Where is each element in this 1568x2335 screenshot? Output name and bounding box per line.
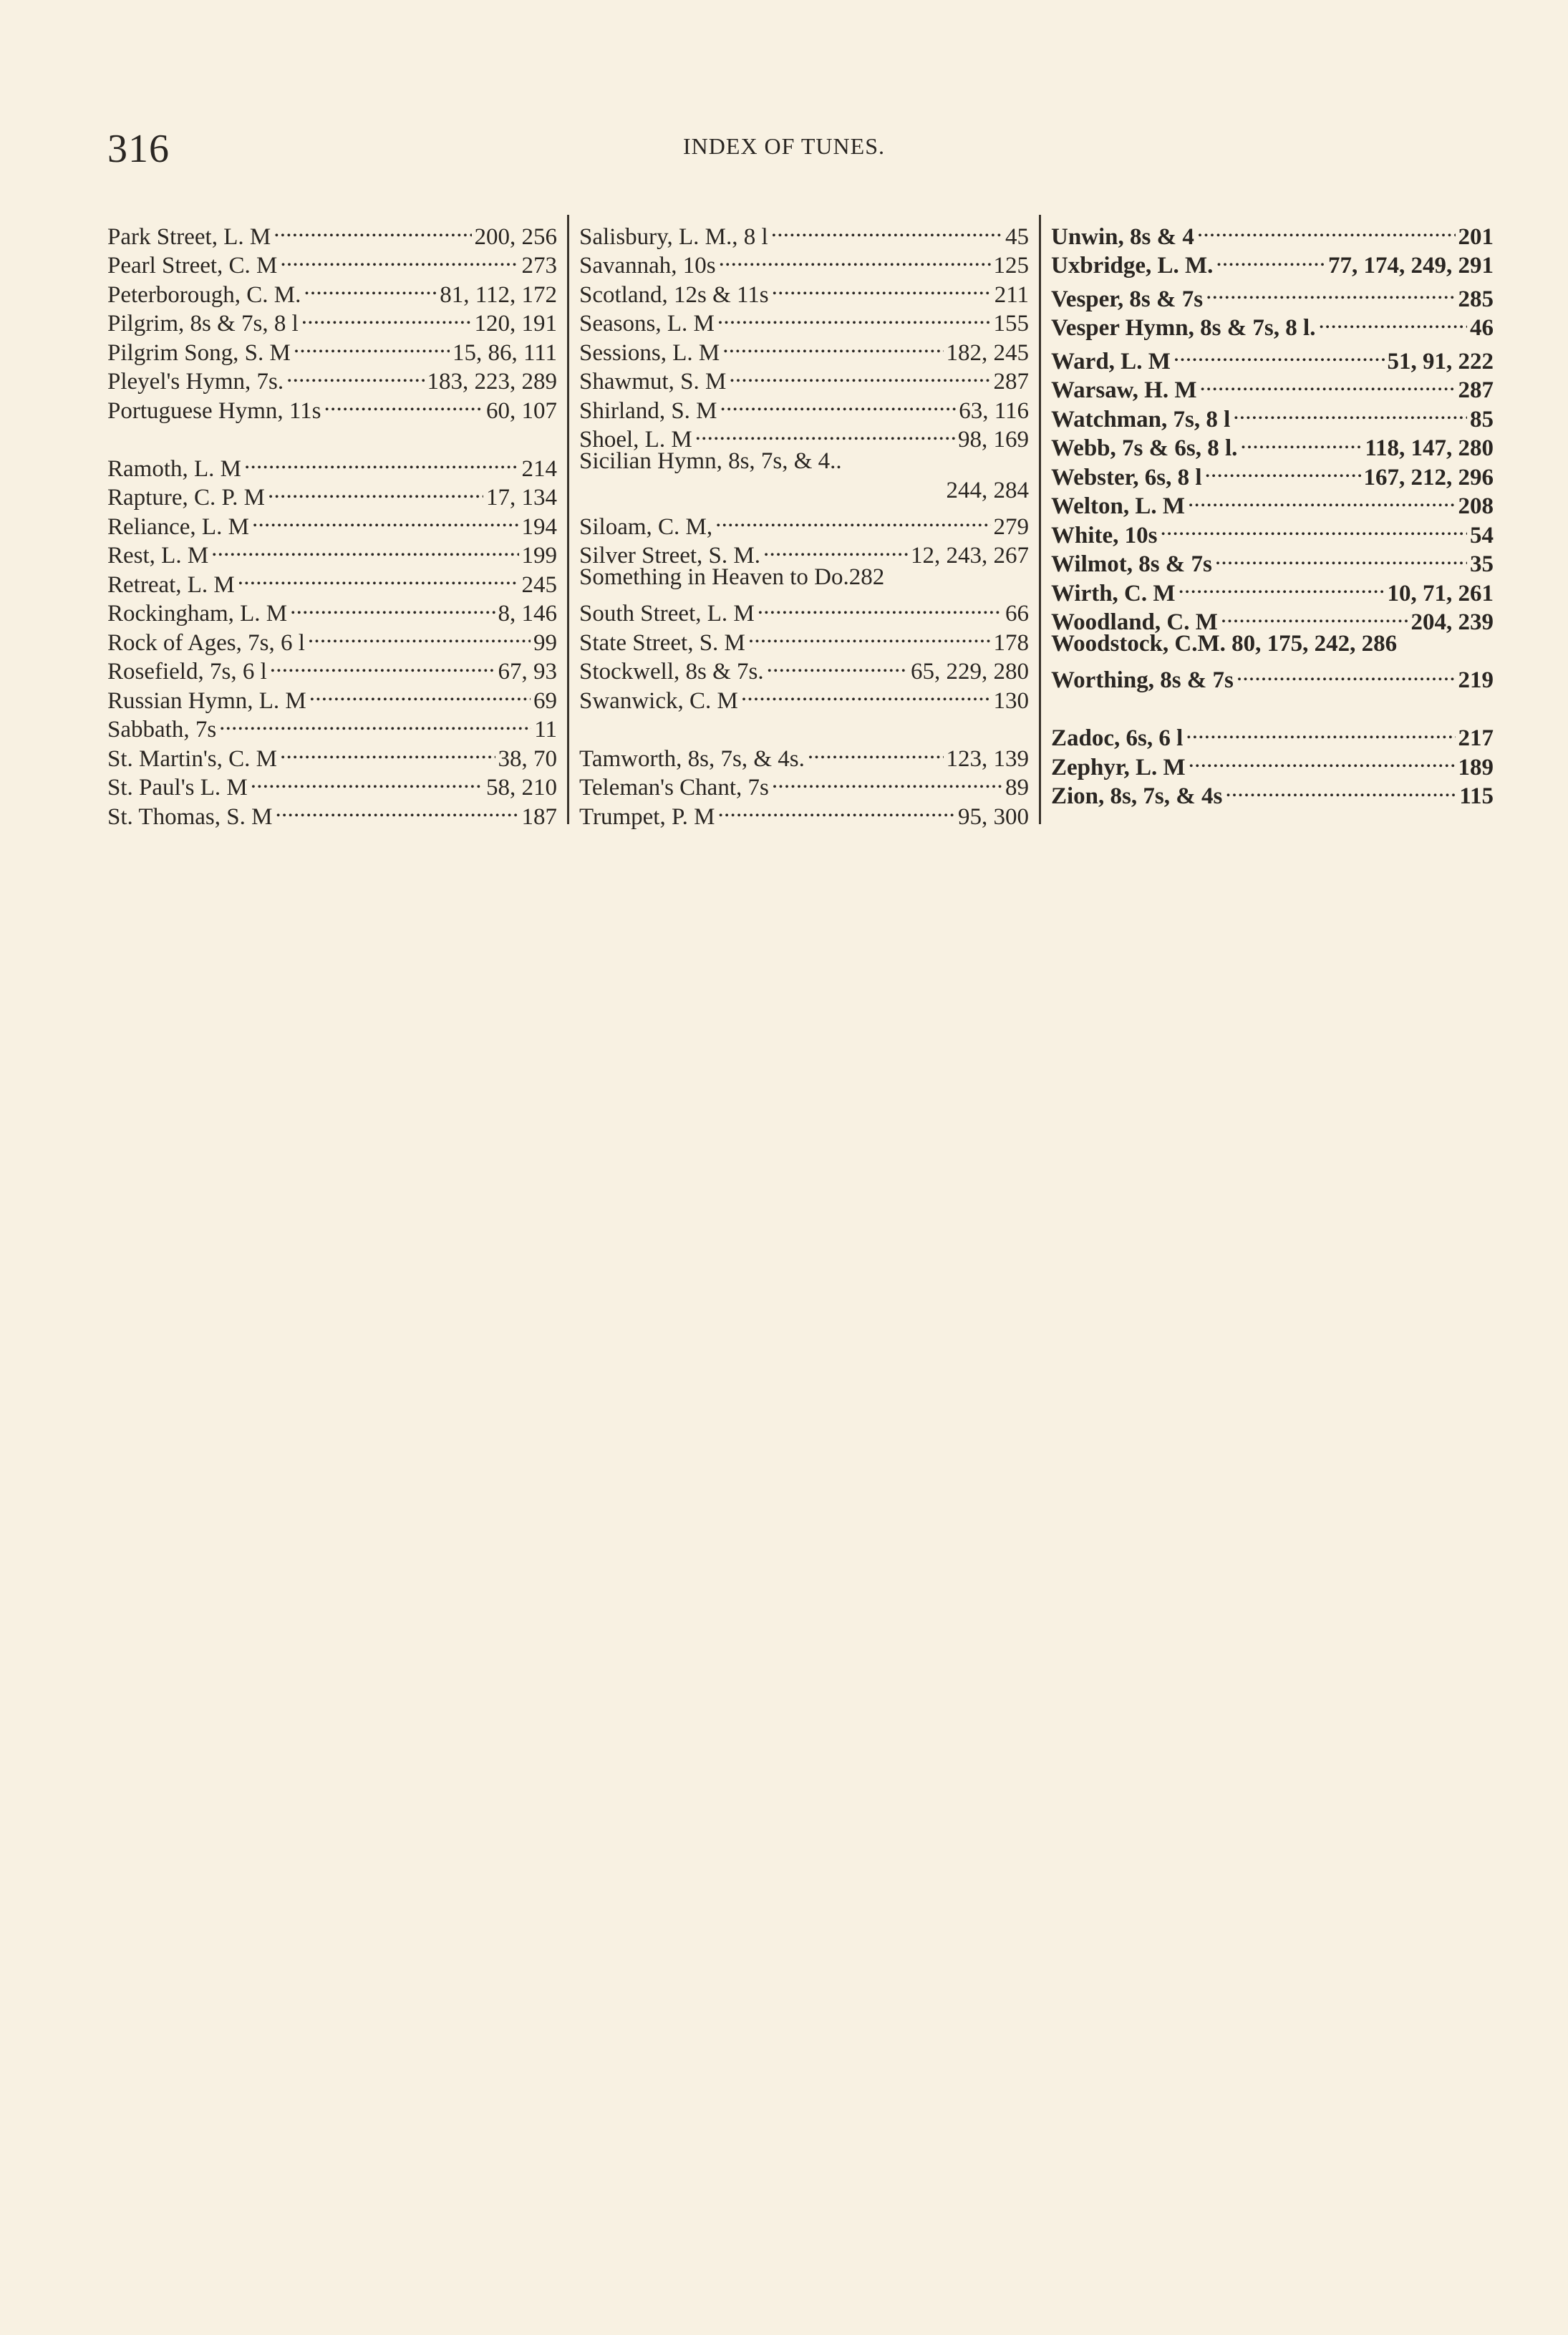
dot-leader [720, 389, 957, 418]
page-refs: 51, 91, 222 [1387, 348, 1494, 374]
dot-leader [717, 302, 991, 332]
dot-leader [772, 273, 992, 302]
dot-leader [280, 244, 518, 274]
tune-name: St. Paul's L. M [107, 775, 248, 801]
page-refs: 8, 146 [498, 601, 557, 627]
dot-leader [1240, 427, 1362, 456]
tune-name: St. Martin's, C. M [107, 745, 277, 772]
index-entry [1051, 659, 1494, 693]
index-entry [579, 592, 1029, 627]
tune-name: Webb, 7s & 6s, 8 l. [1051, 435, 1238, 461]
dot-leader [252, 505, 519, 534]
tune-name: Vesper, 8s & 7s [1051, 286, 1204, 312]
tune-name: Shawmut, S. M [579, 369, 727, 395]
tune-name: Rapture, C. P. M [107, 485, 266, 511]
dot-leader [1225, 775, 1456, 804]
page-refs: 245 [521, 571, 557, 598]
dot-leader [244, 447, 519, 476]
dot-leader [286, 360, 424, 390]
tune-name: Silver Street, S. M. [579, 543, 760, 569]
page-refs: 182, 245 [946, 339, 1029, 366]
page-refs: 123, 139 [946, 745, 1029, 772]
tune-name: Shirland, S. M [579, 397, 717, 424]
page-refs: 67, 93 [498, 659, 557, 685]
running-head: INDEX OF TUNES. [683, 133, 885, 159]
dot-leader [1189, 745, 1456, 775]
tune-name: Sessions, L. M [579, 339, 720, 366]
index-entry [1051, 339, 1494, 374]
index-entry [107, 447, 557, 482]
dot-leader [211, 534, 518, 564]
index-entry [579, 505, 1029, 540]
page-refs: 95, 300 [958, 803, 1029, 830]
dot-leader [324, 389, 483, 418]
tune-name: Tamworth, 8s, 7s, & 4s. [579, 745, 805, 772]
dot-leader [1188, 485, 1456, 514]
tune-name: Shoel, L. M [579, 427, 692, 453]
page-refs: 89 [1005, 775, 1029, 801]
index-column-2 [569, 215, 1041, 830]
page-refs: 208 [1458, 493, 1494, 519]
dot-leader [270, 650, 495, 680]
dot-leader [1161, 513, 1468, 543]
dot-leader [294, 331, 450, 360]
tune-name: Trumpet, P. M [579, 803, 715, 830]
tune-name: Savannah, 10s [579, 253, 716, 279]
dot-leader [275, 795, 518, 824]
dot-leader [1197, 215, 1456, 244]
page-refs: 46 [1470, 315, 1494, 341]
tune-name: Retreat, L. M [107, 571, 235, 598]
page-refs: 77, 174, 249, 291 [1328, 253, 1494, 279]
tune-name: Rosefield, 7s, 6 l [107, 659, 267, 685]
page-refs: 287 [993, 369, 1029, 395]
tune-name: Zion, 8s, 7s, & 4s [1051, 783, 1223, 809]
page-refs: 120, 191 [474, 311, 557, 337]
tune-name: Sicilian Hymn, 8s, 7s, & 4.. [579, 448, 842, 474]
index-column-3 [1041, 215, 1494, 824]
tune-name: Scotland, 12s & 11s [579, 281, 769, 308]
tune-name: Pilgrim, 8s & 7s, 8 l [107, 311, 299, 337]
dot-leader [1216, 244, 1325, 274]
tune-name: Unwin, 8s & 4 [1051, 223, 1194, 250]
dot-leader [219, 708, 531, 738]
dot-leader [1186, 717, 1455, 746]
tune-name: Wirth, C. M [1051, 580, 1176, 606]
tune-name: Rock of Ages, 7s, 6 l [107, 629, 305, 656]
tune-name: Watchman, 7s, 8 l [1051, 406, 1231, 432]
tune-name: State Street, S. M [579, 629, 745, 656]
page-refs: 81, 112, 172 [440, 281, 557, 308]
dot-leader [280, 737, 495, 766]
dot-leader [718, 795, 955, 824]
dot-leader [741, 679, 991, 708]
page-refs: 189 [1458, 754, 1494, 780]
page-refs: 155 [993, 311, 1029, 337]
tune-name: Sabbath, 7s [107, 717, 217, 743]
page-refs: 200, 256 [474, 223, 557, 250]
dot-leader [715, 505, 990, 534]
dot-leader [290, 592, 495, 622]
dot-leader [301, 302, 472, 332]
tune-name: South Street, L. M [579, 601, 755, 627]
tune-name: Portuguese Hymn, 11s [107, 397, 321, 424]
page-refs: 273 [521, 253, 557, 279]
tune-name: Uxbridge, L. M. [1051, 253, 1214, 279]
page-refs: 65, 229, 280 [911, 659, 1029, 685]
tune-name: Pilgrim Song, S. M [107, 339, 291, 366]
tune-name: Siloam, C. M, [579, 513, 713, 540]
page-refs: 287 [1458, 377, 1494, 403]
page-refs: 99 [533, 629, 557, 656]
tune-name: Russian Hymn, L. M [107, 687, 306, 714]
tune-name: Ward, L. M [1051, 348, 1171, 374]
dot-leader [808, 737, 944, 766]
dot-leader [1233, 397, 1467, 427]
page-refs: 199 [521, 543, 557, 569]
tune-name: Stockwell, 8s & 7s. [579, 659, 764, 685]
index-entry [579, 737, 1029, 772]
dot-leader [1221, 601, 1408, 630]
page-refs: 167, 212, 296 [1363, 464, 1494, 490]
tune-name: Webster, 6s, 8 l [1051, 464, 1202, 490]
dot-leader [1200, 369, 1456, 398]
dot-leader [268, 476, 483, 506]
dot-leader [1318, 306, 1467, 336]
tune-name: Woodland, C. M [1051, 609, 1218, 635]
page-refs: 63, 116 [959, 397, 1029, 424]
page-refs: 285 [1458, 286, 1494, 312]
dot-leader [1173, 339, 1385, 369]
page-refs: 201 [1458, 223, 1494, 250]
dot-leader [238, 563, 519, 592]
dot-leader [251, 766, 483, 796]
dot-leader [772, 766, 1002, 796]
index-entry [579, 215, 1029, 250]
tune-name: White, 10s [1051, 522, 1158, 548]
page-refs: 85 [1470, 406, 1494, 432]
page-refs: 279 [993, 513, 1029, 540]
index-entry [1051, 215, 1494, 250]
tune-name: Pleyel's Hymn, 7s. [107, 369, 284, 395]
page-refs: 118, 147, 280 [1365, 435, 1494, 461]
page-refs: 211 [994, 281, 1029, 308]
tune-name: Rest, L. M [107, 543, 209, 569]
tune-name: Something in Heaven to Do. [579, 564, 849, 590]
index-columns [107, 215, 1494, 830]
page-refs: 60, 107 [486, 397, 557, 424]
tune-name: Zephyr, L. M [1051, 754, 1186, 780]
tune-name: Swanwick, C. M [579, 687, 738, 714]
dot-leader [308, 621, 531, 650]
dot-leader [729, 360, 990, 390]
page-refs: 12, 243, 267 [911, 543, 1029, 569]
tune-name: St. Thomas, S. M [107, 803, 273, 830]
tune-name: Woodstock, C.M. 80, 175, 242, 286 [1051, 631, 1398, 657]
tune-name: Worthing, 8s & 7s [1051, 667, 1234, 693]
page-refs: 66 [1005, 601, 1029, 627]
tune-name: Teleman's Chant, 7s [579, 775, 769, 801]
page-refs: 58, 210 [486, 775, 557, 801]
dot-leader [758, 592, 1002, 622]
tune-name: Pearl Street, C. M [107, 253, 278, 279]
page-refs: 214 [521, 455, 557, 482]
dot-leader [767, 650, 908, 680]
dot-leader [748, 621, 991, 650]
tune-name: Seasons, L. M [579, 311, 715, 337]
tune-name: Welton, L. M [1051, 493, 1185, 519]
index-entry [1051, 717, 1494, 751]
page-refs: 219 [1458, 667, 1494, 693]
page-refs: 69 [533, 687, 557, 714]
page-refs: 204, 239 [1410, 609, 1494, 635]
dot-leader [771, 215, 1002, 244]
page-refs: 244, 284 [946, 477, 1029, 503]
tune-name: Park Street, L. M [107, 223, 271, 250]
dot-leader [1237, 659, 1456, 688]
tune-name: Reliance, L. M [107, 513, 249, 540]
tune-name: Vesper Hymn, 8s & 7s, 8 l. [1051, 315, 1316, 341]
dot-leader [695, 418, 955, 448]
page-refs: 115 [1459, 783, 1494, 809]
page-refs: 217 [1458, 725, 1494, 751]
page-refs: 125 [993, 253, 1029, 279]
tune-name: Zadoc, 6s, 6 l [1051, 725, 1184, 751]
tune-name: Rockingham, L. M [107, 601, 288, 627]
tune-name: Salisbury, L. M., 8 l [579, 223, 768, 250]
tune-name: Ramoth, L. M [107, 455, 241, 482]
dot-leader [722, 331, 943, 360]
page-refs: 11 [534, 717, 557, 743]
page-refs: 38, 70 [498, 745, 557, 772]
page-refs: 130 [993, 687, 1029, 714]
dot-leader [1215, 543, 1467, 572]
dot-leader [309, 679, 531, 708]
page-refs: 10, 71, 261 [1387, 580, 1494, 606]
page-refs: 98, 169 [958, 427, 1029, 453]
page-refs: 54 [1470, 522, 1494, 548]
dot-leader [1179, 571, 1385, 601]
index-column-1 [107, 215, 569, 830]
dot-leader [274, 215, 471, 244]
dot-leader [763, 534, 908, 564]
page-refs: 35 [1470, 551, 1494, 577]
index-entry [579, 476, 1029, 506]
dot-leader [304, 273, 437, 302]
tune-name: Wilmot, 8s & 7s [1051, 551, 1212, 577]
page-refs: 187 [521, 803, 557, 830]
page-refs: 45 [1005, 223, 1029, 250]
index-entry [1051, 277, 1494, 312]
tune-name: Peterborough, C. M. [107, 281, 301, 308]
dot-leader [1205, 455, 1361, 485]
page-refs: 183, 223, 289 [427, 369, 557, 395]
page-refs: 178 [993, 629, 1029, 656]
page-refs: 282 [848, 564, 885, 590]
dot-leader [719, 244, 991, 274]
dot-leader [1206, 277, 1455, 306]
page-refs: 15, 86, 111 [452, 339, 557, 366]
page-refs: 194 [521, 513, 557, 540]
tune-name: Warsaw, H. M [1051, 377, 1197, 403]
page-refs: 17, 134 [486, 485, 557, 511]
page-number: 316 [107, 127, 170, 171]
index-entry [107, 215, 557, 250]
